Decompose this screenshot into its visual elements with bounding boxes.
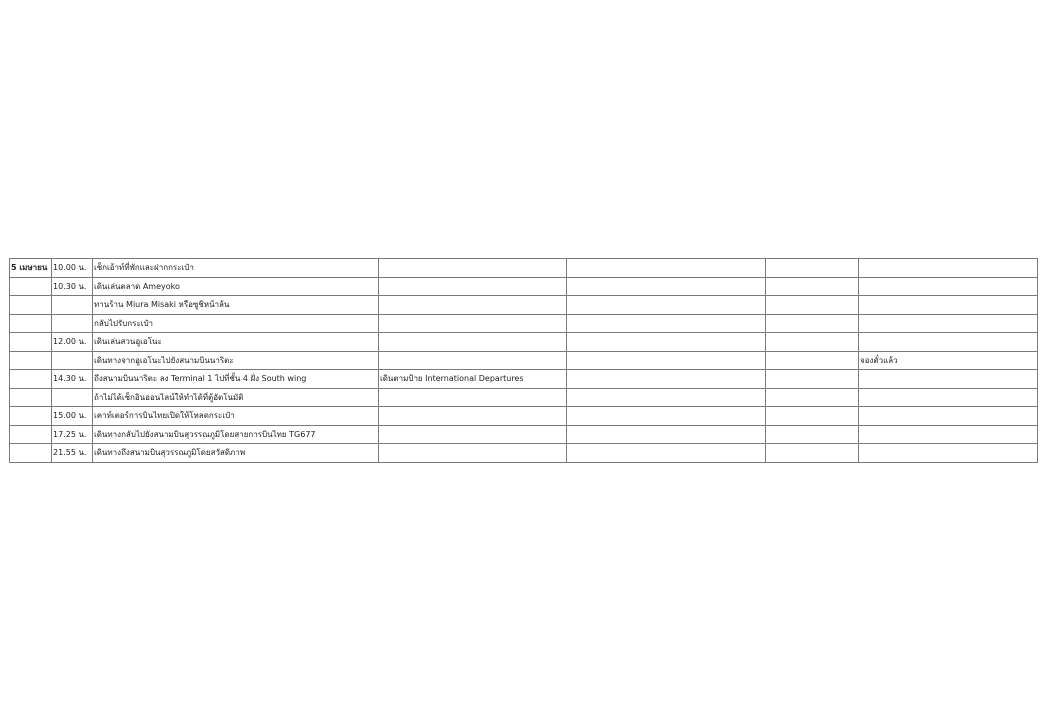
note-cell[interactable] [379,314,567,333]
empty-cell[interactable] [567,259,766,278]
table-row [10,425,1038,444]
time-cell[interactable]: 12.00 น. [52,333,93,352]
date-cell[interactable] [10,370,52,389]
activity-cell[interactable]: เคาท์เตอร์การบินไทยเปิดให้โหลดกระเป๋า [93,407,379,426]
empty-cell[interactable] [766,351,859,370]
table-row [10,444,1038,463]
empty-cell[interactable] [766,296,859,315]
table-row [10,351,1038,370]
activity-cell[interactable]: เดินเล่นสวนอูเอโนะ [93,333,379,352]
note-cell[interactable] [379,259,567,278]
time-cell[interactable] [52,296,93,315]
note-cell[interactable] [379,425,567,444]
activity-cell[interactable]: เช็กเอ้าท์ที่พักและฝากกระเป๋า [93,259,379,278]
status-cell[interactable] [859,370,1038,389]
time-cell[interactable]: 10.00 น. [52,259,93,278]
note-cell[interactable] [379,296,567,315]
activity-cell[interactable]: เดินเล่นตลาด Ameyoko [93,277,379,296]
time-cell[interactable] [52,314,93,333]
status-cell[interactable] [859,425,1038,444]
empty-cell[interactable] [766,277,859,296]
table-row [10,296,1038,315]
status-cell[interactable] [859,314,1038,333]
note-cell[interactable] [379,277,567,296]
status-cell[interactable] [859,296,1038,315]
table-row [10,259,1038,278]
table-row [10,277,1038,296]
status-cell[interactable]: จองตั๋วแล้ว [859,351,1038,370]
time-cell[interactable] [52,351,93,370]
empty-cell[interactable] [766,314,859,333]
empty-cell[interactable] [567,314,766,333]
date-cell[interactable] [10,351,52,370]
empty-cell[interactable] [567,425,766,444]
empty-cell[interactable] [766,444,859,463]
date-cell[interactable]: 5 เมษายน [10,259,52,278]
date-cell[interactable] [10,277,52,296]
status-cell[interactable] [859,259,1038,278]
empty-cell[interactable] [766,259,859,278]
activity-cell[interactable]: กลับไปรับกระเป๋า [93,314,379,333]
empty-cell[interactable] [766,407,859,426]
empty-cell[interactable] [567,370,766,389]
date-cell[interactable] [10,388,52,407]
note-cell[interactable]: เดินตามป้าย International Departures [379,370,567,389]
note-cell[interactable] [379,351,567,370]
time-cell[interactable]: 15.00 น. [52,407,93,426]
empty-cell[interactable] [567,388,766,407]
empty-cell[interactable] [766,425,859,444]
empty-cell[interactable] [567,407,766,426]
date-cell[interactable] [10,333,52,352]
status-cell[interactable] [859,444,1038,463]
date-cell[interactable] [10,314,52,333]
note-cell[interactable] [379,388,567,407]
activity-cell[interactable]: เดินทางจากอูเอโนะไปยังสนามบินนาริตะ [93,351,379,370]
activity-cell[interactable]: ถึงสนามบินนาริตะ ลง Terminal 1 ไปที่ชั้น 4 ฝั่ง South wing [93,370,379,389]
table-row [10,314,1038,333]
status-cell[interactable] [859,407,1038,426]
activity-cell[interactable]: ถ้าไม่ได้เช็กอินออนไลน์ให้ทำได้ที่ตู้อัตโนมัติ [93,388,379,407]
date-cell[interactable] [10,444,52,463]
activity-cell[interactable]: เดินทางกลับไปยังสนามบินสุวรรณภูมิโดยสายการบินไทย TG677 [93,425,379,444]
time-cell[interactable]: 17.25 น. [52,425,93,444]
date-cell[interactable] [10,296,52,315]
note-cell[interactable] [379,444,567,463]
date-cell[interactable] [10,407,52,426]
itinerary-table-body [10,259,1038,463]
time-cell[interactable]: 10.30 น. [52,277,93,296]
date-cell[interactable] [10,425,52,444]
status-cell[interactable] [859,333,1038,352]
time-cell[interactable]: 21.55 น. [52,444,93,463]
status-cell[interactable] [859,388,1038,407]
activity-cell[interactable]: ทานร้าน Miura Misaki หรือซูชิหน้าล้น [93,296,379,315]
empty-cell[interactable] [567,444,766,463]
note-cell[interactable] [379,407,567,426]
empty-cell[interactable] [567,333,766,352]
empty-cell[interactable] [567,277,766,296]
itinerary-table [9,258,1038,463]
empty-cell[interactable] [766,388,859,407]
empty-cell[interactable] [567,351,766,370]
time-cell[interactable] [52,388,93,407]
empty-cell[interactable] [766,370,859,389]
table-row [10,333,1038,352]
table-row [10,388,1038,407]
note-cell[interactable] [379,333,567,352]
empty-cell[interactable] [766,333,859,352]
time-cell[interactable]: 14.30 น. [52,370,93,389]
empty-cell[interactable] [567,296,766,315]
table-row [10,407,1038,426]
activity-cell[interactable]: เดินทางถึงสนามบินสุวรรณภูมิโดยสวัสดิภาพ [93,444,379,463]
table-row [10,370,1038,389]
status-cell[interactable] [859,277,1038,296]
